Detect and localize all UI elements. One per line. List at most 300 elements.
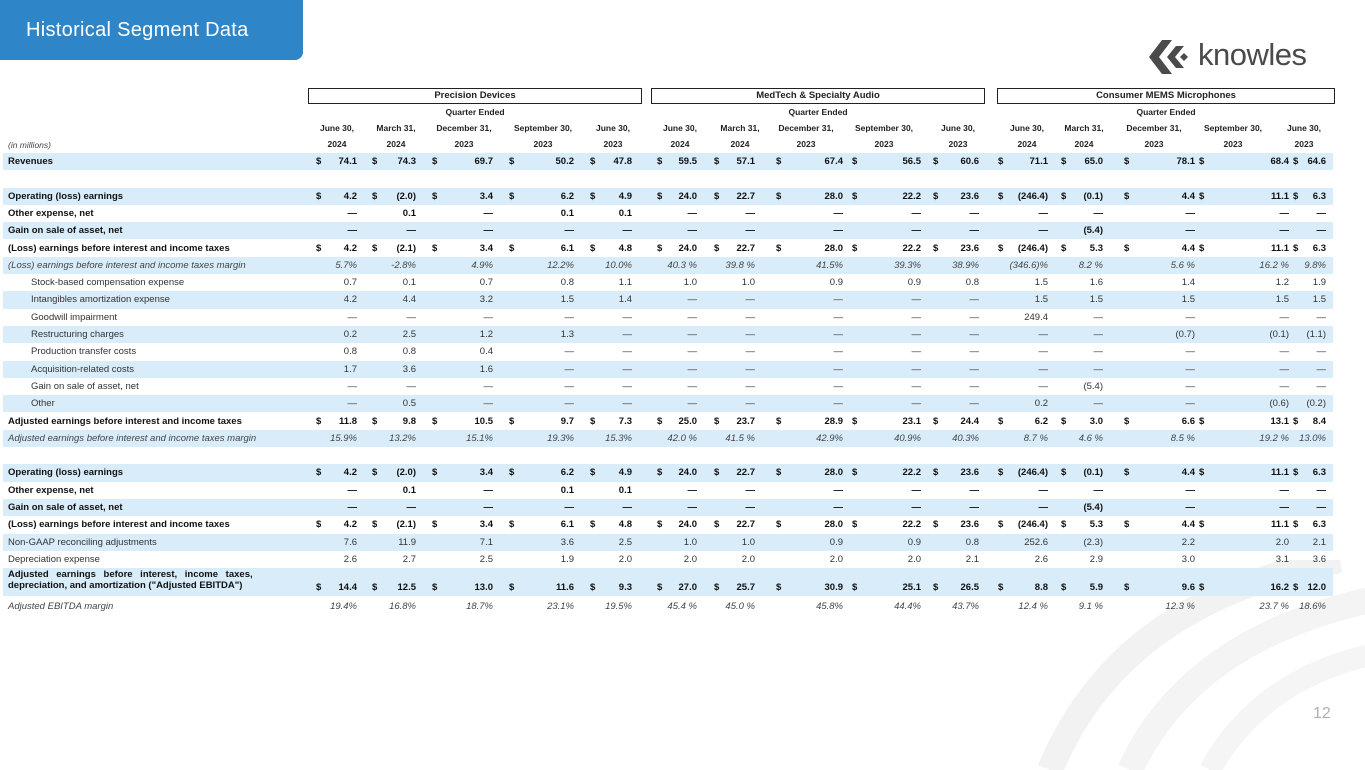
period-header: 2023 — [1223, 139, 1243, 149]
table-cell: — — [687, 346, 697, 358]
table-cell: 24.0 — [678, 467, 697, 479]
table-cell: — — [1316, 346, 1326, 358]
currency-symbol: $ — [776, 156, 782, 167]
period-header: 2024 — [1017, 139, 1037, 149]
currency-symbol: $ — [590, 242, 596, 254]
table-cell: — — [969, 207, 979, 219]
table-cell: — — [347, 502, 357, 513]
table-cell: 0.9 — [907, 277, 921, 289]
table-cell: — — [911, 502, 921, 513]
table-cell: 22.2 — [902, 190, 921, 202]
table-cell: 24.0 — [678, 519, 697, 531]
table-cell: 40.9% — [894, 432, 921, 444]
table-cell: 4.2 — [343, 294, 357, 306]
table-cell: — — [911, 484, 921, 496]
table-cell: — — [347, 484, 357, 496]
table-cell: 8.4 — [1312, 415, 1326, 427]
table-cell: 24.0 — [678, 190, 697, 202]
table-cell: 9.8% — [1304, 259, 1326, 271]
table-cell: 6.2 — [560, 467, 574, 479]
table-cell: — — [483, 207, 493, 219]
table-row — [3, 222, 1333, 239]
table-cell: 22.2 — [902, 467, 921, 479]
table-cell: 4.8 — [618, 519, 632, 531]
period-header: 2023 — [948, 139, 968, 149]
table-cell: 249.4 — [1024, 311, 1048, 323]
table-cell: — — [1093, 484, 1103, 496]
table-cell: — — [833, 207, 843, 219]
period-header: March 31, — [376, 123, 416, 133]
currency-symbol: $ — [316, 519, 322, 531]
table-cell: (1.1) — [1306, 329, 1326, 340]
table-cell: 13.0% — [1299, 432, 1326, 444]
currency-symbol: $ — [432, 519, 438, 531]
table-cell: — — [483, 225, 493, 237]
currency-symbol: $ — [1199, 582, 1205, 594]
table-cell: 2.6 — [343, 553, 357, 565]
currency-symbol: $ — [1124, 519, 1130, 531]
table-cell: — — [833, 329, 843, 340]
currency-symbol: $ — [714, 190, 720, 202]
table-cell: (0.2) — [1306, 398, 1326, 410]
table-cell: 6.6 — [1181, 415, 1195, 427]
table-cell: 28.0 — [824, 190, 843, 202]
period-header: 2023 — [454, 139, 474, 149]
table-cell: 8.8 — [1034, 582, 1048, 594]
table-cell: — — [1038, 484, 1048, 496]
currency-symbol: $ — [432, 190, 438, 202]
table-cell: 8.5 % — [1170, 432, 1195, 444]
table-cell: — — [406, 502, 416, 513]
currency-symbol: $ — [1061, 242, 1067, 254]
table-cell: 9.3 — [618, 582, 632, 594]
table-cell: — — [969, 225, 979, 237]
table-cell: — — [833, 380, 843, 392]
table-cell: 74.1 — [338, 156, 357, 167]
table-cell: (5.4) — [1083, 380, 1103, 392]
currency-symbol: $ — [1061, 415, 1067, 427]
table-cell: 60.6 — [960, 156, 979, 167]
currency-symbol: $ — [933, 467, 939, 479]
table-cell: — — [1093, 363, 1103, 375]
table-cell: — — [969, 311, 979, 323]
currency-symbol: $ — [1124, 582, 1130, 594]
table-cell: — — [1316, 380, 1326, 392]
table-cell: — — [1185, 398, 1195, 410]
currency-symbol: $ — [933, 582, 939, 594]
table-cell: — — [622, 329, 632, 340]
period-header: March 31, — [1064, 123, 1104, 133]
currency-symbol: $ — [1199, 467, 1205, 479]
table-cell: 4.2 — [343, 242, 357, 254]
period-header: 2023 — [533, 139, 553, 149]
table-cell: — — [687, 311, 697, 323]
table-cell: 23.6 — [960, 190, 979, 202]
table-cell: — — [564, 502, 574, 513]
table-cell: — — [1093, 329, 1103, 340]
segment-header-box: Consumer MEMS Microphones — [997, 88, 1335, 104]
table-cell: 19.4% — [330, 601, 357, 613]
table-cell: 41.5 % — [725, 432, 755, 444]
table-cell: (246.4) — [1017, 519, 1048, 531]
currency-symbol: $ — [432, 156, 438, 167]
currency-symbol: $ — [1124, 415, 1130, 427]
currency-symbol: $ — [432, 582, 438, 594]
row-label: Production transfer costs — [31, 346, 137, 358]
table-cell: — — [687, 398, 697, 410]
table-row — [3, 205, 1333, 222]
table-cell: -2.8% — [391, 259, 416, 271]
currency-symbol: $ — [590, 467, 596, 479]
currency-symbol: $ — [1293, 467, 1299, 479]
row-label: Intangibles amortization expense — [31, 294, 170, 306]
currency-symbol: $ — [509, 242, 515, 254]
period-header: June 30, — [1009, 123, 1045, 133]
period-header: 2024 — [730, 139, 750, 149]
table-cell: 14.4 — [338, 582, 357, 594]
table-cell: — — [833, 294, 843, 306]
table-cell: — — [1038, 363, 1048, 375]
currency-symbol: $ — [657, 156, 663, 167]
table-cell: 23.1 — [902, 415, 921, 427]
row-label: Other — [31, 398, 55, 410]
table-cell: 41.5% — [816, 259, 843, 271]
table-cell: 9.6 — [1181, 582, 1195, 594]
currency-symbol: $ — [998, 467, 1004, 479]
table-row — [3, 598, 1333, 615]
table-cell: 6.2 — [560, 190, 574, 202]
table-cell: (0.7) — [1175, 329, 1195, 340]
table-row — [3, 378, 1333, 395]
row-label: Gain on sale of asset, net — [31, 380, 139, 392]
table-row — [3, 343, 1333, 360]
table-cell: 0.1 — [560, 484, 574, 496]
table-cell: 0.8 — [560, 277, 574, 289]
table-cell: 12.0 — [1307, 582, 1326, 594]
table-cell: — — [1093, 398, 1103, 410]
table-cell: — — [1093, 311, 1103, 323]
row-label: Stock-based compensation expense — [31, 277, 185, 289]
table-cell: 16.8% — [389, 601, 416, 613]
table-cell: 1.5 — [1181, 294, 1195, 306]
currency-symbol: $ — [1293, 156, 1299, 167]
row-label: Adjusted earnings before interest and income taxes — [8, 415, 242, 427]
currency-symbol: $ — [1293, 242, 1299, 254]
table-cell: 28.0 — [824, 467, 843, 479]
table-cell: 0.5 — [402, 398, 416, 410]
table-row — [3, 240, 1333, 257]
table-cell: 24.4 — [960, 415, 979, 427]
title-tab — [0, 0, 303, 60]
table-cell: 28.0 — [824, 519, 843, 531]
table-cell: 5.6 % — [1170, 259, 1195, 271]
period-header: June 30, — [662, 123, 698, 133]
period-header: December 31, — [1126, 123, 1182, 133]
table-cell: (2.0) — [396, 467, 416, 479]
table-cell: — — [1038, 380, 1048, 392]
table-cell: (0.1) — [1083, 467, 1103, 479]
currency-symbol: $ — [776, 467, 782, 479]
table-cell: — — [1185, 380, 1195, 392]
table-cell: 50.2 — [555, 156, 574, 167]
currency-symbol: $ — [776, 582, 782, 594]
table-cell: — — [1185, 207, 1195, 219]
table-cell: 0.9 — [829, 277, 843, 289]
table-cell: — — [969, 502, 979, 513]
row-label: Acquisition-related costs — [31, 363, 134, 375]
table-cell: — — [564, 311, 574, 323]
table-cell: 47.8 — [613, 156, 632, 167]
currency-symbol: $ — [1293, 415, 1299, 427]
table-cell: 0.1 — [618, 484, 632, 496]
currency-symbol: $ — [316, 190, 322, 202]
table-cell: 3.1 — [1275, 553, 1289, 565]
table-cell: 18.7% — [466, 601, 493, 613]
table-cell: 1.5 — [1312, 294, 1326, 306]
table-cell: (246.4) — [1017, 190, 1048, 202]
table-cell: 11.1 — [1271, 190, 1289, 202]
table-cell: 4.9% — [471, 259, 493, 271]
table-cell: — — [745, 346, 755, 358]
table-cell: 25.7 — [736, 582, 755, 594]
table-cell: 1.9 — [560, 553, 574, 565]
row-label: Restructuring charges — [31, 329, 124, 340]
currency-symbol: $ — [1199, 519, 1205, 531]
row-label: Depreciation expense — [8, 553, 100, 565]
currency-symbol: $ — [1293, 519, 1299, 531]
table-cell: — — [1185, 311, 1195, 323]
currency-symbol: $ — [657, 190, 663, 202]
row-label: Non-GAAP reconciling adjustments — [8, 536, 157, 548]
table-cell: 0.8 — [965, 277, 979, 289]
table-cell: 56.5 — [902, 156, 921, 167]
currency-symbol: $ — [590, 415, 596, 427]
row-label: (Loss) earnings before interest and income taxes — [8, 242, 230, 254]
currency-symbol: $ — [372, 467, 378, 479]
segment-header-box: MedTech & Specialty Audio — [651, 88, 985, 104]
table-cell: 12.2% — [547, 259, 574, 271]
table-row — [3, 309, 1333, 326]
table-cell: 22.2 — [902, 242, 921, 254]
table-cell: 23.7 % — [1259, 601, 1289, 613]
table-cell: 1.1 — [618, 277, 632, 289]
table-cell: — — [1316, 225, 1326, 237]
table-cell: — — [347, 207, 357, 219]
table-cell: 0.1 — [402, 277, 416, 289]
table-cell: 15.9% — [330, 432, 357, 444]
table-cell: 5.3 — [1089, 519, 1103, 531]
table-cell: — — [1038, 502, 1048, 513]
table-cell: 11.9 — [398, 536, 416, 548]
table-cell: 3.4 — [479, 190, 493, 202]
table-cell: 23.7 — [736, 415, 755, 427]
currency-symbol: $ — [1061, 190, 1067, 202]
row-label — [8, 569, 253, 591]
table-cell: — — [911, 329, 921, 340]
table-cell: 1.2 — [1275, 277, 1289, 289]
currency-symbol: $ — [657, 415, 663, 427]
currency-symbol: $ — [933, 519, 939, 531]
table-cell: 5.9 — [1089, 582, 1103, 594]
currency-symbol: $ — [657, 242, 663, 254]
table-cell: 6.1 — [560, 519, 574, 531]
currency-symbol: $ — [509, 519, 515, 531]
table-cell: 1.0 — [741, 277, 755, 289]
table-row — [3, 153, 1333, 170]
table-cell: 2.5 — [618, 536, 632, 548]
table-cell: 4.4 — [1181, 467, 1195, 479]
table-cell: 3.4 — [479, 467, 493, 479]
table-cell: — — [622, 398, 632, 410]
table-cell: (2.1) — [396, 519, 416, 531]
table-cell: — — [833, 502, 843, 513]
table-cell: — — [564, 380, 574, 392]
table-cell: — — [833, 484, 843, 496]
table-cell: 0.8 — [402, 346, 416, 358]
currency-symbol: $ — [657, 467, 663, 479]
table-cell: 18.6% — [1299, 601, 1326, 613]
table-cell: 2.1 — [1312, 536, 1326, 548]
table-cell: 19.3% — [547, 432, 574, 444]
currency-symbol: $ — [1199, 242, 1205, 254]
table-cell: — — [1038, 207, 1048, 219]
table-cell: — — [833, 346, 843, 358]
currency-symbol: $ — [657, 519, 663, 531]
table-cell: — — [911, 225, 921, 237]
table-cell: 1.9 — [1312, 277, 1326, 289]
currency-symbol: $ — [1124, 190, 1130, 202]
table-cell: 3.4 — [479, 519, 493, 531]
table-cell: — — [969, 363, 979, 375]
table-cell: — — [347, 225, 357, 237]
table-cell: — — [911, 398, 921, 410]
table-cell: (0.6) — [1269, 398, 1289, 410]
row-label: Adjusted EBITDA margin — [8, 601, 114, 613]
table-cell: 6.3 — [1312, 467, 1326, 479]
table-cell: — — [911, 207, 921, 219]
table-row — [3, 430, 1333, 447]
table-cell: — — [622, 502, 632, 513]
table-cell: 10.5 — [474, 415, 493, 427]
table-cell: — — [833, 225, 843, 237]
table-cell: 1.5 — [1275, 294, 1289, 306]
table-cell: (246.4) — [1017, 242, 1048, 254]
currency-symbol: $ — [998, 242, 1004, 254]
table-cell: 13.1 — [1270, 415, 1289, 427]
table-cell: — — [1038, 225, 1048, 237]
table-cell: 0.1 — [618, 207, 632, 219]
table-cell: — — [1185, 484, 1195, 496]
table-cell: 78.1 — [1176, 156, 1195, 167]
table-cell: 1.5 — [1034, 294, 1048, 306]
row-label: Operating (loss) earnings — [8, 190, 124, 202]
table-cell: 3.0 — [1089, 415, 1103, 427]
table-cell: — — [745, 398, 755, 410]
unit-label: (in millions) — [8, 140, 51, 150]
table-cell: 1.4 — [618, 294, 632, 306]
row-label: Gain on sale of asset, net — [8, 225, 123, 237]
table-cell: 7.6 — [343, 536, 357, 548]
table-cell: — — [622, 346, 632, 358]
currency-symbol: $ — [998, 582, 1004, 594]
table-cell: 1.0 — [683, 536, 697, 548]
table-cell: — — [911, 380, 921, 392]
currency-symbol: $ — [933, 415, 939, 427]
table-cell: 7.1 — [479, 536, 493, 548]
table-cell: 42.9% — [816, 432, 843, 444]
table-cell: 1.3 — [560, 329, 574, 340]
period-header: June 30, — [1286, 123, 1322, 133]
table-cell: 43.7% — [952, 601, 979, 613]
currency-symbol: $ — [998, 415, 1004, 427]
currency-symbol: $ — [372, 190, 378, 202]
table-cell: — — [1038, 329, 1048, 340]
table-cell: 1.0 — [741, 536, 755, 548]
row-label: Goodwill impairment — [31, 311, 118, 323]
period-header: 2024 — [1074, 139, 1094, 149]
table-cell: 65.0 — [1084, 156, 1103, 167]
table-cell: 45.8% — [816, 601, 843, 613]
currency-symbol: $ — [852, 190, 858, 202]
table-row — [3, 568, 1333, 596]
table-cell: 71.1 — [1029, 156, 1048, 167]
currency-symbol: $ — [1293, 190, 1299, 202]
segment-header-box: Precision Devices — [308, 88, 642, 104]
table-cell: 45.4 % — [667, 601, 697, 613]
table-cell: — — [745, 380, 755, 392]
currency-symbol: $ — [432, 467, 438, 479]
period-header: 2024 — [327, 139, 347, 149]
table-row — [3, 516, 1333, 533]
table-row — [3, 188, 1333, 205]
table-cell: 25.1 — [902, 582, 921, 594]
table-cell: 0.1 — [402, 207, 416, 219]
table-cell: 19.2 % — [1259, 432, 1289, 444]
currency-symbol: $ — [998, 519, 1004, 531]
table-cell: — — [1279, 207, 1289, 219]
table-row — [3, 361, 1333, 378]
table-cell: 0.1 — [560, 207, 574, 219]
table-cell: — — [564, 398, 574, 410]
table-cell: — — [564, 363, 574, 375]
currency-symbol: $ — [1199, 190, 1205, 202]
currency-symbol: $ — [432, 242, 438, 254]
row-label: Gain on sale of asset, net — [8, 502, 123, 513]
table-cell: — — [911, 311, 921, 323]
table-cell: — — [969, 380, 979, 392]
table-cell: 22.7 — [736, 242, 755, 254]
currency-symbol: $ — [933, 190, 939, 202]
table-cell: — — [1279, 484, 1289, 496]
table-cell: 45.0 % — [725, 601, 755, 613]
table-cell: (2.0) — [396, 190, 416, 202]
period-header: March 31, — [720, 123, 760, 133]
table-cell: — — [483, 311, 493, 323]
table-cell: (2.1) — [396, 242, 416, 254]
table-cell: 68.4 — [1270, 156, 1289, 167]
table-cell: — — [745, 225, 755, 237]
table-cell: 1.7 — [343, 363, 357, 375]
table-cell: 25.0 — [678, 415, 697, 427]
page-title: Historical Segment Data — [26, 19, 249, 41]
table-cell: 9.1 % — [1078, 601, 1103, 613]
table-cell: — — [1093, 346, 1103, 358]
table-cell: — — [347, 311, 357, 323]
table-cell: — — [622, 380, 632, 392]
table-cell: 10.0% — [605, 259, 632, 271]
table-cell: (0.1) — [1083, 190, 1103, 202]
table-cell: 1.4 — [1181, 277, 1195, 289]
